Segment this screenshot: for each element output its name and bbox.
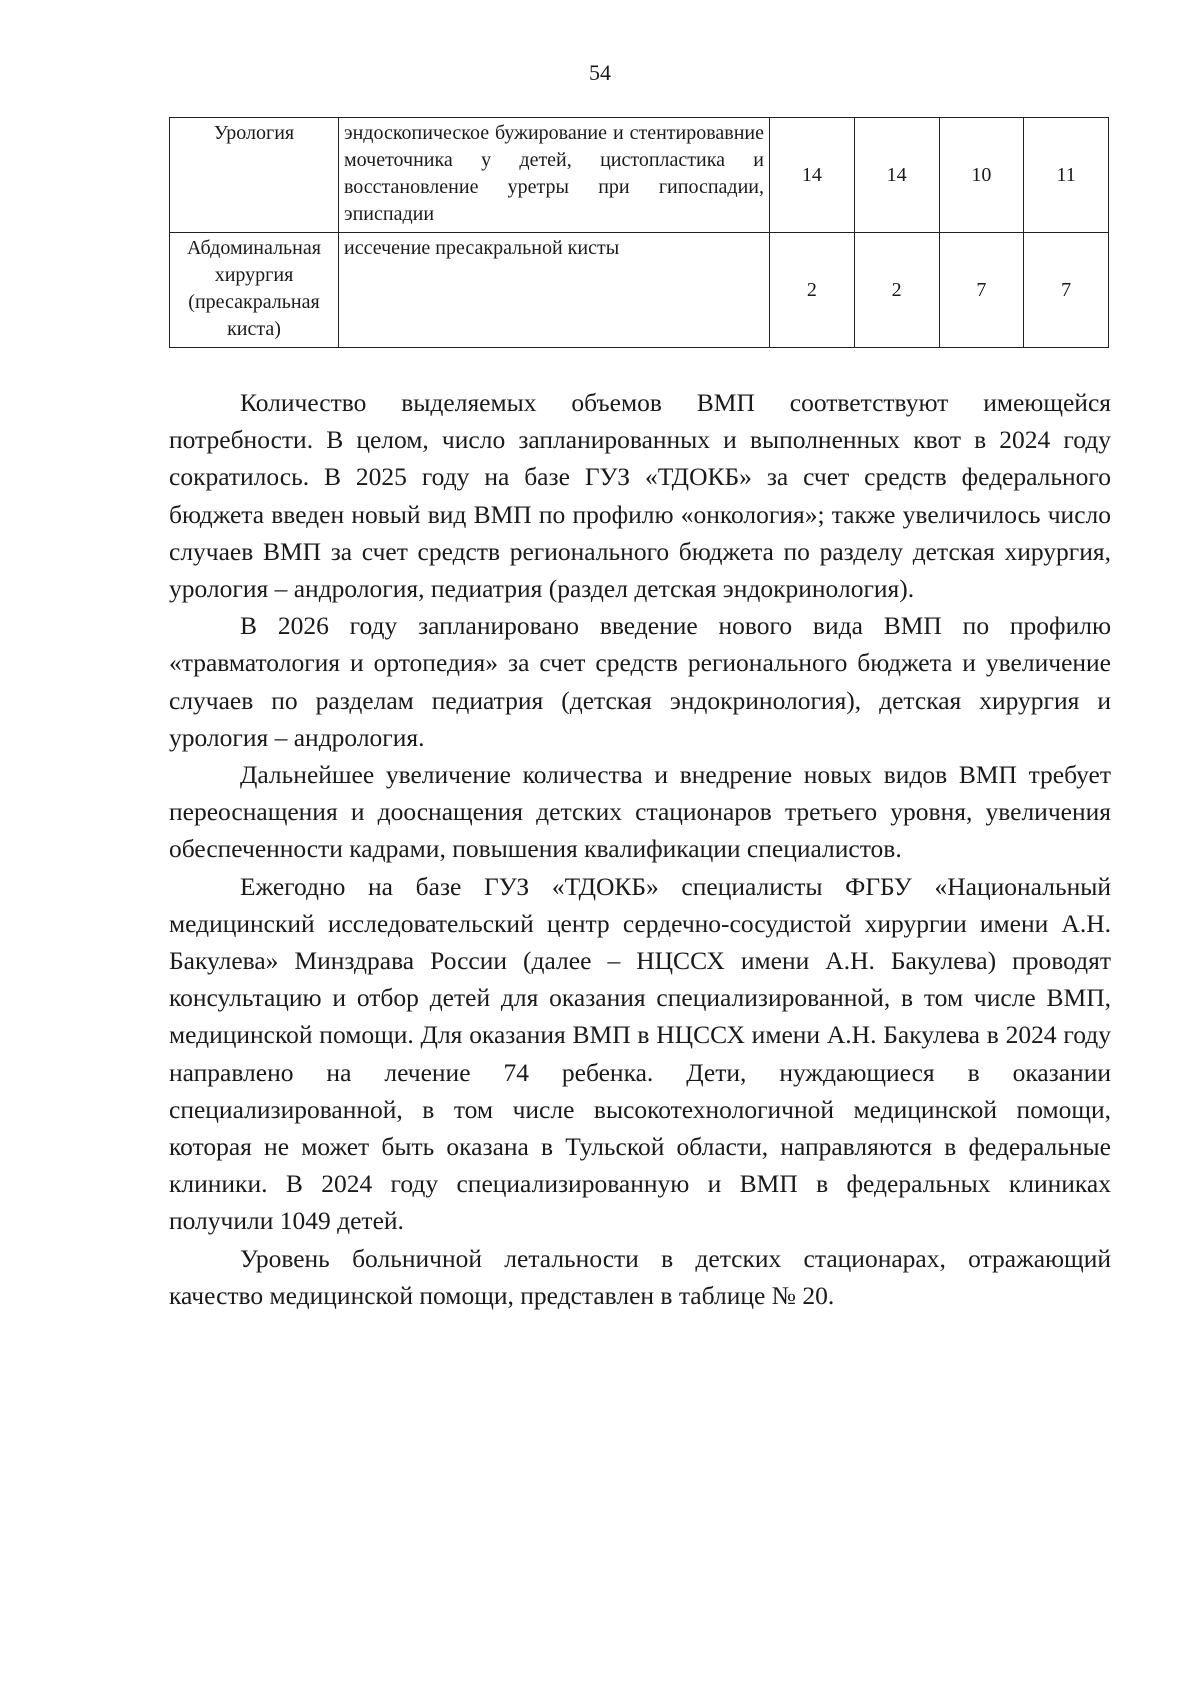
profile-cell: Абдоминальная хирургия (пресакральная киста)	[170, 233, 339, 348]
paragraph: Количество выделяемых объемов ВМП соответствуют имеющейся потребности. В целом, число запланированных и выполненных квот в 2024 году сократилось. В 2025 году на базе ГУЗ «ТДОКБ» за счет средств федерального бюджета введен новый вид ВМП по профилю «онкология»; также увеличилось число случаев ВМП за счет средств регионального бюджета по разделу детская хирургия, урология – андрология, педиатрия (раздел детская эндокринология).	[169, 388, 1111, 604]
vmp-quota-table	[169, 117, 1109, 348]
document-body	[169, 384, 1111, 1314]
paragraph: Дальнейшее увеличение количества и внедрение новых видов ВМП требует переоснащения и дооснащения детских стационаров третьего уровня, увеличения обеспеченности кадрами, повышения квалификации специалистов.	[169, 760, 1111, 864]
paragraph: Уровень больничной летальности в детских стационарах, отражающий качество медицинской помощи, представлен в таблице № 20.	[169, 1243, 1111, 1310]
value-cell: 10	[939, 118, 1024, 233]
value-cell: 2	[770, 233, 855, 348]
value-cell: 11	[1024, 118, 1109, 233]
value-cell: 14	[854, 118, 939, 233]
page-number: 54	[589, 60, 611, 85]
value-cell: 7	[1024, 233, 1109, 348]
table-row	[170, 233, 1109, 348]
paragraph: Ежегодно на базе ГУЗ «ТДОКБ» специалисты ФГБУ «Национальный медицинский исследовательский центр сердечно-сосудистой хирургии имени А.Н. Бакулева» Минздрава России (далее – НЦССХ имени А.Н. Бакулева) проводят консультацию и отбор детей для оказания специализированной, в том числе ВМП, медицинской помощи. Для оказания ВМП в НЦССХ имени А.Н. Бакулева в 2024 году направлено на лечение 74 ребенка. Дети, нуждающиеся в оказании специализированной, в том числе высокотехнологичной медицинской помощи, которая не может быть оказана в Тульской области, направляются в федеральные клиники. В 2024 году специализированную и ВМП в федеральных клиниках получили 1049 детей.	[169, 871, 1111, 1236]
value-cell: 14	[770, 118, 855, 233]
value-cell: 7	[939, 233, 1024, 348]
paragraph: В 2026 году запланировано введение нового вида ВМП по профилю «травматология и ортопедия» за счет средств регионального бюджета и увеличение случаев по разделам педиатрия (детская эндокринология), детская хирургия и урология – андрология.	[169, 611, 1111, 752]
table-row	[170, 118, 1109, 233]
profile-cell: Урология	[170, 118, 339, 233]
method-cell: иссечение пресакральной кисты	[339, 233, 770, 348]
method-cell: эндоскопическое бужирование и стентировавние мочеточника у детей, цистопластика и восстановление уретры при гипоспадии, эписпадии	[339, 118, 770, 233]
value-cell: 2	[854, 233, 939, 348]
